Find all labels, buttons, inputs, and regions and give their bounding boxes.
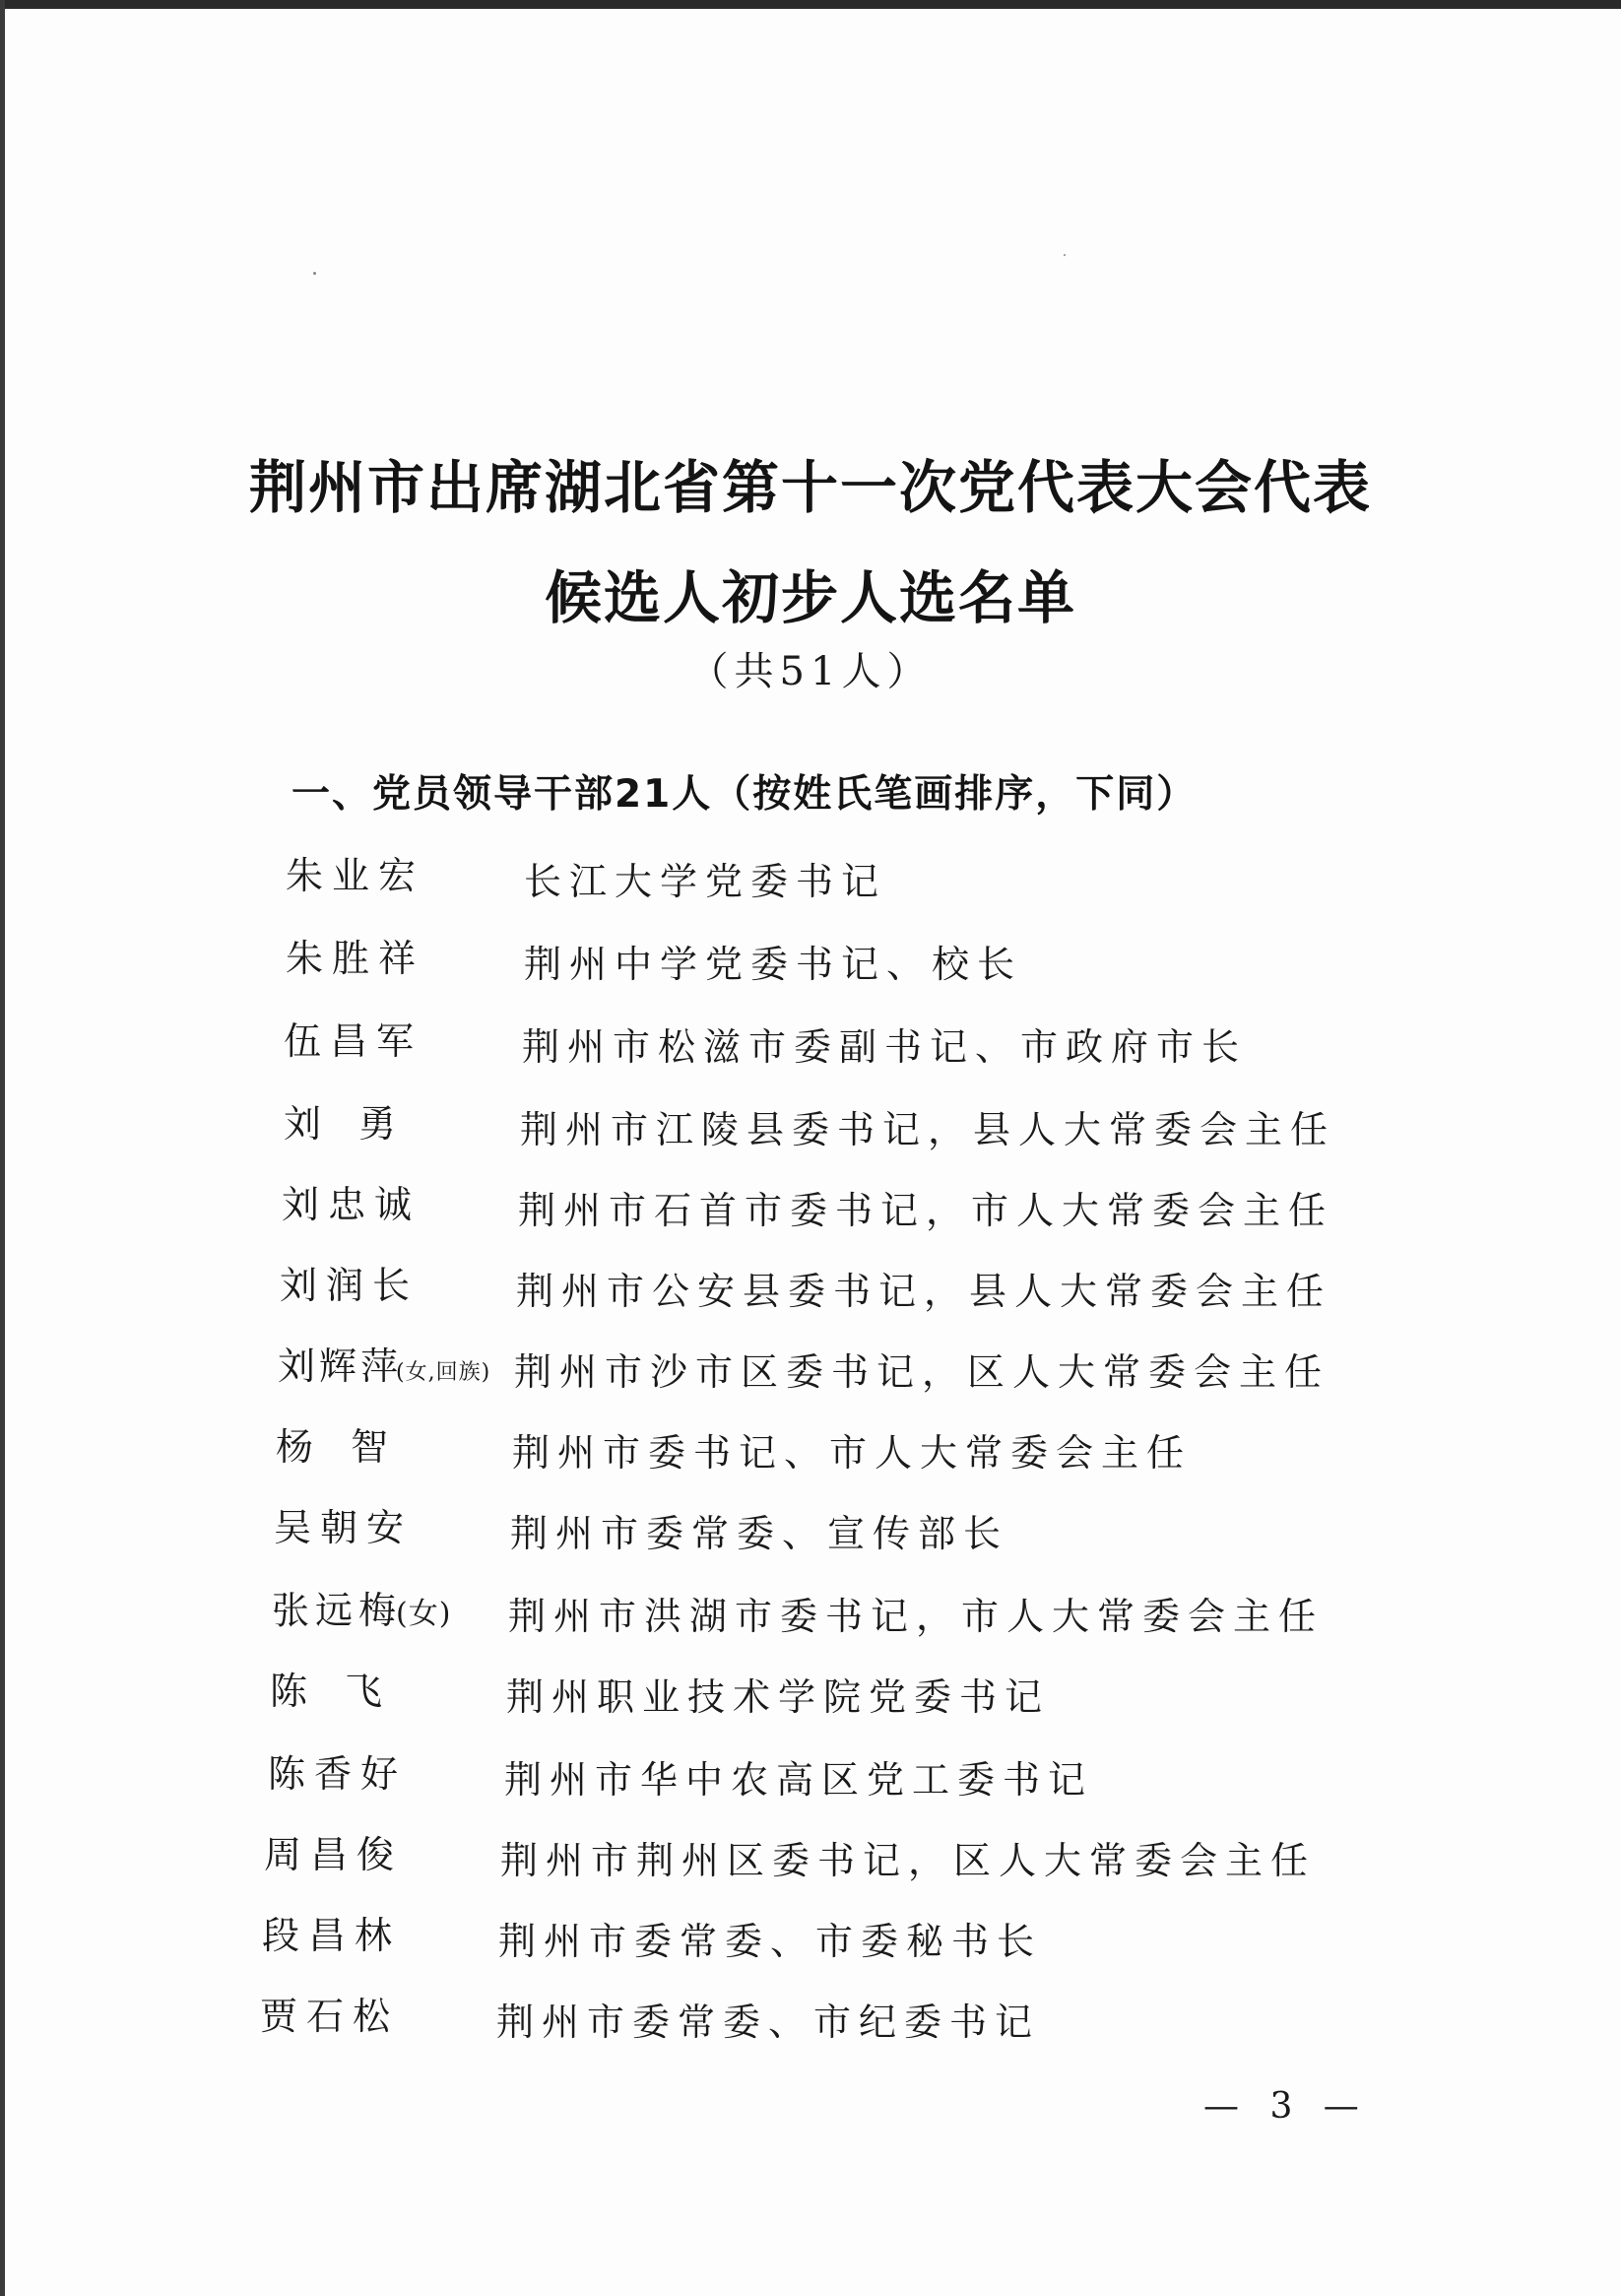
page-number: — 3 — <box>1203 2086 1369 2127</box>
list-item <box>268 1743 1621 1812</box>
list-item <box>274 1497 1621 1566</box>
candidate-position: 荆州市公安县委书记，县人大常委会主任 <box>516 1270 1332 1313</box>
candidate-name: 贾石松 <box>260 1995 400 2038</box>
list-item <box>280 1255 1621 1324</box>
list-item <box>264 1824 1621 1893</box>
candidate-position: 荆州市委常委、市委秘书长 <box>498 1920 1043 1963</box>
candidate-position: 荆州职业技术学院党委书记 <box>506 1675 1051 1719</box>
list-item <box>276 1416 1621 1485</box>
candidate-position: 荆州市洪湖市委书记，市人大常委会主任 <box>508 1595 1325 1638</box>
candidate-name: 朱胜祥 <box>286 937 425 980</box>
document-title-line-1: 荆州市出席湖北省第十一次党代表大会代表 <box>248 454 1372 521</box>
list-item <box>286 845 1621 914</box>
candidate-position: 长江大学党委书记 <box>524 860 887 903</box>
candidate-position: 荆州市委常委、宣传部长 <box>510 1512 1009 1555</box>
candidate-position: 荆州市华中农高区党工委书记 <box>504 1758 1094 1802</box>
candidate-position: 荆州市沙市区委书记，区人大常委会主任 <box>514 1350 1330 1394</box>
candidate-name: 陈香好 <box>268 1752 408 1796</box>
candidate-position: 荆州市松滋市委副书记、市政府市长 <box>522 1025 1248 1069</box>
candidate-name: 伍昌军 <box>284 1019 423 1063</box>
list-item <box>278 1336 1621 1405</box>
candidate-name: 段昌林 <box>262 1914 402 1957</box>
document-title-line-2: 候选人初步人选名单 <box>544 564 1076 631</box>
list-item <box>282 1174 1621 1243</box>
candidate-name: 刘忠诚 <box>282 1183 421 1226</box>
candidate-position: 荆州市委书记、市人大常委会主任 <box>512 1431 1193 1475</box>
candidate-name: 吴朝安 <box>274 1506 414 1549</box>
candidate-name: 张远梅(女) <box>272 1589 452 1632</box>
list-item <box>284 1093 1621 1162</box>
document-subtitle: （共51人） <box>688 649 933 694</box>
candidate-position: 荆州市委常委、市纪委书记 <box>496 2001 1041 2044</box>
candidate-position: 荆州市石首市委书记，市人大常委会主任 <box>518 1189 1334 1232</box>
candidate-name: 杨智 <box>276 1425 426 1469</box>
list-item <box>286 928 1621 997</box>
list-item <box>272 1580 1621 1649</box>
list-item <box>270 1661 1621 1730</box>
candidate-name: 朱业宏 <box>286 854 425 897</box>
candidate-name: 陈飞 <box>270 1670 421 1713</box>
candidate-name: 周昌俊 <box>264 1833 404 1876</box>
list-item <box>262 1905 1621 1974</box>
list-item <box>260 1986 1621 2055</box>
candidate-name: 刘润长 <box>280 1264 420 1307</box>
candidate-position: 荆州市荆州区委书记，区人大常委会主任 <box>500 1839 1317 1882</box>
candidate-position: 荆州市江陵县委书记，县人大常委会主任 <box>520 1108 1336 1151</box>
candidate-name: 刘辉萍(女,回族) <box>278 1345 491 1388</box>
list-item <box>284 1011 1621 1080</box>
candidate-position: 荆州中学党委书记、校长 <box>524 943 1023 986</box>
candidate-name: 刘勇 <box>284 1102 434 1146</box>
section-heading: 一、党员领导干部21人（按姓氏笔画排序，下同） <box>292 772 1198 817</box>
